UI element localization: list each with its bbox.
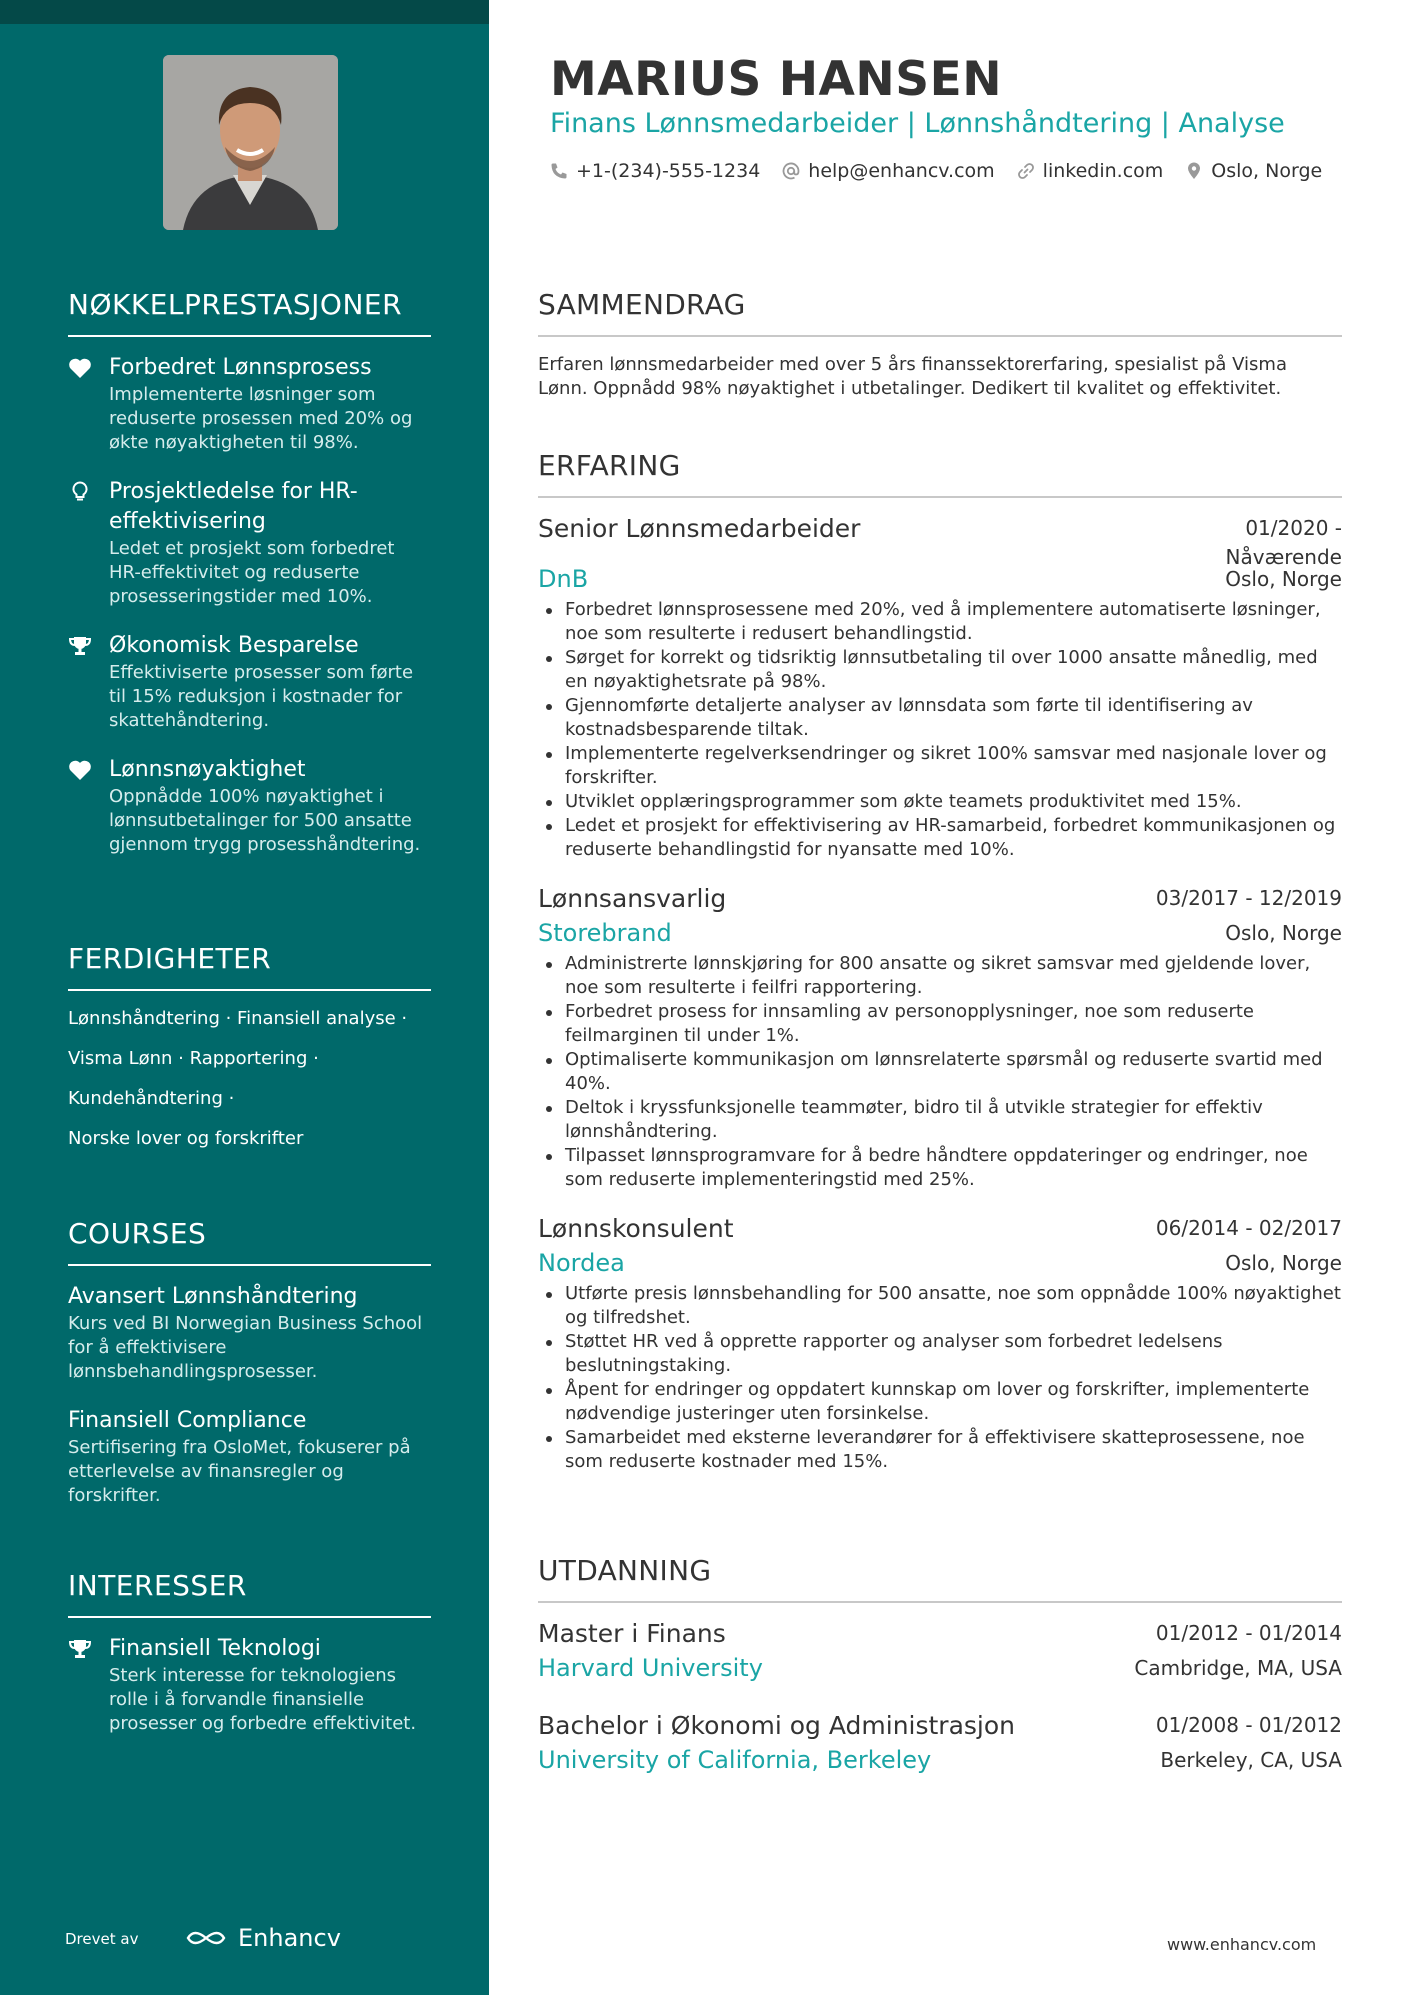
skills-line: Visma Lønn · Rapportering · xyxy=(68,1048,319,1069)
email-text: help@enhancv.com xyxy=(808,160,995,182)
school-name: Harvard University xyxy=(538,1654,763,1682)
job-title: Lønnsansvarlig xyxy=(538,884,727,913)
bullet-item: Utviklet opplæringsprogrammer som økte teamets produktivitet med 15%. xyxy=(538,790,1342,814)
job-location: Oslo, Norge xyxy=(1225,567,1342,591)
footer-website[interactable]: www.enhancv.com xyxy=(1167,1935,1317,1954)
education-section xyxy=(538,1554,1342,1803)
summary-text: Erfaren lønnsmedarbeider med over 5 års finanssektorerfaring, spesialist på Visma Lønn. Oppnådd 98% nøyaktighet i utbetalinger. Dedikert til kvalitet og effektivitet. xyxy=(538,354,1287,399)
interest-item xyxy=(68,1634,431,1736)
contact-location xyxy=(1185,160,1322,182)
summary-heading: SAMMENDRAG xyxy=(538,288,1342,337)
achievement-title: Lønnsnøyaktighet xyxy=(109,757,306,782)
school-location: Berkeley, CA, USA xyxy=(1160,1748,1342,1772)
enhancv-logo-icon xyxy=(184,1926,228,1950)
job-location: Oslo, Norge xyxy=(1225,1251,1342,1275)
company-name: Storebrand xyxy=(538,919,672,947)
summary-section xyxy=(538,288,1342,401)
achievement-desc: Ledet et prosjekt som forbedret HR-effektivitet og reduserte prosesseringstider med 10%. xyxy=(109,538,395,607)
bullet-item: Åpent for endringer og oppdatert kunnskap om lover og forskrifter, implementerte nødvendige justeringer uten forsinkelse. xyxy=(538,1378,1342,1426)
bullet-item: Optimaliserte kommunikasjon om lønnsrelaterte spørsmål og reduserte svartid med 40%. xyxy=(538,1048,1342,1096)
sidebar xyxy=(0,0,489,1995)
achievement-title: Forbedret Lønnsprosess xyxy=(109,355,372,380)
bullet-item: Deltok i kryssfunksjonelle teammøter, bidro til å utvikle strategier for effektiv lønnshåndtering. xyxy=(538,1096,1342,1144)
job-bullets xyxy=(538,1282,1342,1474)
job-dates: 03/2017 - 12/2019 xyxy=(1155,886,1342,910)
contact-phone[interactable] xyxy=(550,160,760,182)
company-name: Nordea xyxy=(538,1249,625,1277)
link-icon xyxy=(1017,162,1035,180)
enhancv-logo[interactable] xyxy=(184,1924,341,1952)
heart-icon xyxy=(68,357,92,379)
degree-title: Master i Finans xyxy=(538,1619,726,1648)
person-name: MARIUS HANSEN xyxy=(550,52,1003,107)
course-title: Avansert Lønnshåndtering xyxy=(68,1284,358,1309)
job-entry xyxy=(538,514,1342,862)
company-name: DnB xyxy=(538,565,589,593)
job-bullets xyxy=(538,598,1342,862)
skills-line: Kundehåndtering · xyxy=(68,1088,235,1109)
degree-title: Bachelor i Økonomi og Administrasjon xyxy=(538,1711,1016,1740)
courses-section xyxy=(68,1217,431,1530)
bullet-item: Forbedret prosess for innsamling av personopplysninger, noe som reduserte feilmarginen til under 1%. xyxy=(538,1000,1342,1048)
achievement-title: Prosjektledelse for HR-effektivisering xyxy=(109,479,358,534)
bullet-item: Sørget for korrekt og tidsriktig lønnsutbetaling til over 1000 ansatte månedlig, med en nøyaktighetsrate på 98%. xyxy=(538,646,1342,694)
trophy-icon xyxy=(68,1638,92,1660)
contact-linkedin[interactable] xyxy=(1017,160,1164,182)
bullet-item: Forbedret lønnsprosessene med 20%, ved å implementere automatiserte løsninger, noe som resulterte i redusert behandlingstid. xyxy=(538,598,1342,646)
course-item xyxy=(68,1406,431,1508)
job-entry xyxy=(538,884,1342,1192)
bullet-item: Tilpasset lønnsprogramvare for å bedre håndtere oppdateringer og endringer, noe som reduserte implementeringstid med 25%. xyxy=(538,1144,1342,1192)
sidebar-top-bar xyxy=(0,0,489,24)
person-subtitle: Finans Lønnsmedarbeider | Lønnshåndtering | Analyse xyxy=(550,108,1285,139)
bullet-item: Implementerte regelverksendringer og sikret 100% samsvar med nasjonale lover og forskrifter. xyxy=(538,742,1342,790)
job-dates xyxy=(1226,514,1342,572)
at-icon xyxy=(782,162,800,180)
portrait-photo-icon xyxy=(163,55,338,230)
education-entry xyxy=(538,1619,1342,1683)
achievement-desc: Oppnådde 100% nøyaktighet i lønnsutbetalinger for 500 ansatte gjennom trygg prosesshåndtering. xyxy=(109,786,421,855)
location-text: Oslo, Norge xyxy=(1211,160,1323,182)
interest-desc: Sterk interesse for teknologiens rolle i å forvandle finansielle prosesser og forbedre effektivitet. xyxy=(109,1665,417,1734)
bullet-item: Utførte presis lønnsbehandling for 500 ansatte, noe som oppnådde 100% nøyaktighet og tilfredshet. xyxy=(538,1282,1342,1330)
education-entry xyxy=(538,1711,1342,1775)
location-pin-icon xyxy=(1185,162,1203,180)
course-item xyxy=(68,1282,431,1384)
brand-name: Enhancv xyxy=(238,1924,341,1952)
course-desc: Kurs ved BI Norwegian Business School for å effektivisere lønnsbehandlingsprosesser. xyxy=(68,1313,423,1382)
achievement-item xyxy=(68,631,431,733)
job-dates-start: 01/2020 - xyxy=(1245,516,1342,540)
job-dates-end: Nåværende xyxy=(1225,545,1342,569)
job-location: Oslo, Norge xyxy=(1225,921,1342,945)
linkedin-text: linkedin.com xyxy=(1042,160,1164,182)
job-bullets xyxy=(538,952,1342,1192)
bullet-item: Samarbeidet med eksterne leverandører for å effektivisere skatteprosessene, noe som reduserte kostnader med 15%. xyxy=(538,1426,1342,1474)
bullet-item: Ledet et prosjekt for effektivisering av HR-samarbeid, forbedret kommunikasjonen og reduserte behandlingstid for nyansatte med 10%. xyxy=(538,814,1342,862)
interests-heading: INTERESSER xyxy=(68,1569,431,1618)
achievement-title: Økonomisk Besparelse xyxy=(109,633,359,658)
achievement-item xyxy=(68,477,431,609)
profile-photo xyxy=(163,55,338,230)
interest-title: Finansiell Teknologi xyxy=(109,1636,321,1661)
skills-heading: FERDIGHETER xyxy=(68,942,431,991)
courses-heading: COURSES xyxy=(68,1217,431,1266)
job-title: Senior Lønnsmedarbeider xyxy=(538,514,861,543)
achievement-desc: Implementerte løsninger som reduserte prosessen med 20% og økte nøyaktigheten til 98%. xyxy=(109,384,413,453)
achievements-heading: NØKKELPRESTASJONER xyxy=(68,288,431,337)
education-dates: 01/2008 - 01/2012 xyxy=(1155,1713,1342,1737)
heart-icon xyxy=(68,759,92,781)
skills-section xyxy=(68,942,431,1167)
course-desc: Sertifisering fra OsloMet, fokuserer på etterlevelse av finansregler og forskrifter. xyxy=(68,1437,411,1506)
achievement-item xyxy=(68,755,431,857)
job-entry xyxy=(538,1214,1342,1474)
powered-by-label: Drevet av xyxy=(65,1930,139,1948)
phone-icon xyxy=(550,162,568,180)
contact-email[interactable] xyxy=(782,160,994,182)
education-heading: UTDANNING xyxy=(538,1554,1342,1603)
job-title: Lønnskonsulent xyxy=(538,1214,734,1243)
experience-heading: ERFARING xyxy=(538,449,1342,498)
achievements-section xyxy=(68,288,431,879)
achievement-item xyxy=(68,353,431,455)
course-title: Finansiell Compliance xyxy=(68,1408,307,1433)
bullet-item: Gjennomførte detaljerte analyser av lønnsdata som førte til identifisering av kostnadsbesparende tiltak. xyxy=(538,694,1342,742)
bullet-item: Administrerte lønnskjøring for 800 ansatte og sikret samsvar med gjeldende lover, noe som resulterte i feilfri rapportering. xyxy=(538,952,1342,1000)
skills-line: Norske lover og forskrifter xyxy=(68,1128,304,1149)
contact-row xyxy=(550,160,1322,182)
achievement-desc: Effektiviserte prosesser som førte til 15% reduksjon i kostnader for skattehåndtering. xyxy=(109,662,414,731)
interests-section xyxy=(68,1569,431,1758)
skills-line: Lønnshåndtering · Finansiell analyse · xyxy=(68,1008,408,1029)
school-location: Cambridge, MA, USA xyxy=(1134,1656,1342,1680)
education-dates: 01/2012 - 01/2014 xyxy=(1155,1621,1342,1645)
lightbulb-icon xyxy=(68,481,92,503)
experience-section xyxy=(538,449,1342,1496)
job-dates: 06/2014 - 02/2017 xyxy=(1155,1216,1342,1240)
trophy-icon xyxy=(68,635,92,657)
bullet-item: Støttet HR ved å opprette rapporter og analyser som forbedret ledelsens beslutningstaking. xyxy=(538,1330,1342,1378)
phone-text: +1-(234)-555-1234 xyxy=(576,160,761,182)
school-name: University of California, Berkeley xyxy=(538,1746,932,1774)
